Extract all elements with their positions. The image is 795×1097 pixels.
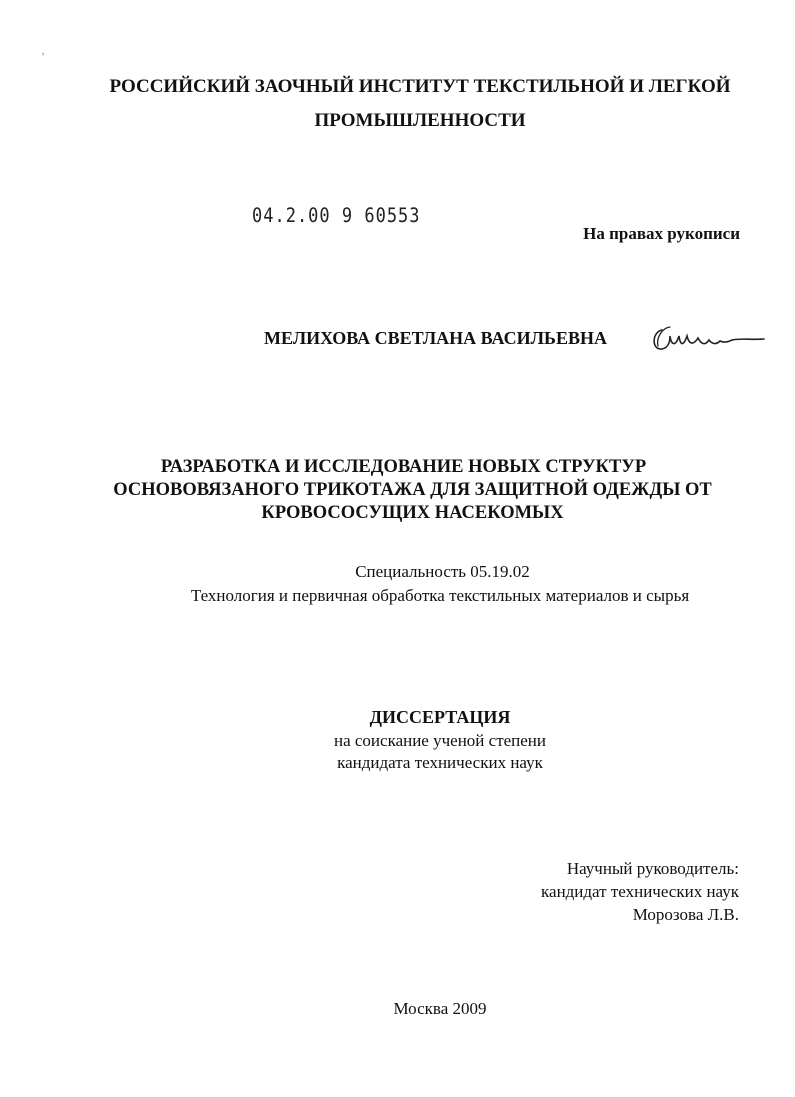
specialty <box>0 560 795 608</box>
registration-stamp-number: 04.2.00 9 60553 <box>252 204 421 228</box>
dissertation-line-2: кандидата технических наук <box>337 753 543 772</box>
dissertation-title <box>0 456 795 525</box>
dissertation-heading: ДИССЕРТАЦИЯ <box>369 707 511 727</box>
institute-line-2: ПРОМЫШЛЕННОСТИ <box>314 110 526 131</box>
title-line-1: РАЗРАБОТКА И ИССЛЕДОВАНИЕ НОВЫХ СТРУКТУР <box>160 457 647 477</box>
dissertation-block <box>0 707 795 774</box>
signature-image <box>648 318 768 358</box>
institute-name <box>0 70 795 138</box>
specialty-name: Технология и первичная обработка текстильных материалов и сырья <box>190 586 690 605</box>
supervisor-block <box>541 857 739 926</box>
supervisor-degree: кандидат технических наук <box>541 882 739 901</box>
author-name: МЕЛИХОВА СВЕТЛАНА ВАСИЛЬЕВНА <box>264 328 607 348</box>
scan-mark: , <box>42 46 45 56</box>
supervisor-label: Научный руководитель: <box>566 859 739 878</box>
institute-line-1: РОССИЙСКИЙ ЗАОЧНЫЙ ИНСТИТУТ ТЕКСТИЛЬНОЙ И ЛЕГКОЙ <box>109 76 731 97</box>
city-year: Москва 2009 <box>393 999 487 1018</box>
dissertation-line-1: на соискание ученой степени <box>333 731 547 750</box>
specialty-code: Специальность 05.19.02 <box>355 562 530 581</box>
title-line-3: КРОВОСОСУЩИХ НАСЕКОМЫХ <box>261 503 564 523</box>
supervisor-name: Морозова Л.В. <box>632 905 739 924</box>
rights-note: На правах рукописи <box>583 224 740 243</box>
title-line-2: ОСНОВОВЯЗАНОГО ТРИКОТАЖА ДЛЯ ЗАЩИТНОЙ ОДЕЖДЫ ОТ <box>113 480 712 500</box>
